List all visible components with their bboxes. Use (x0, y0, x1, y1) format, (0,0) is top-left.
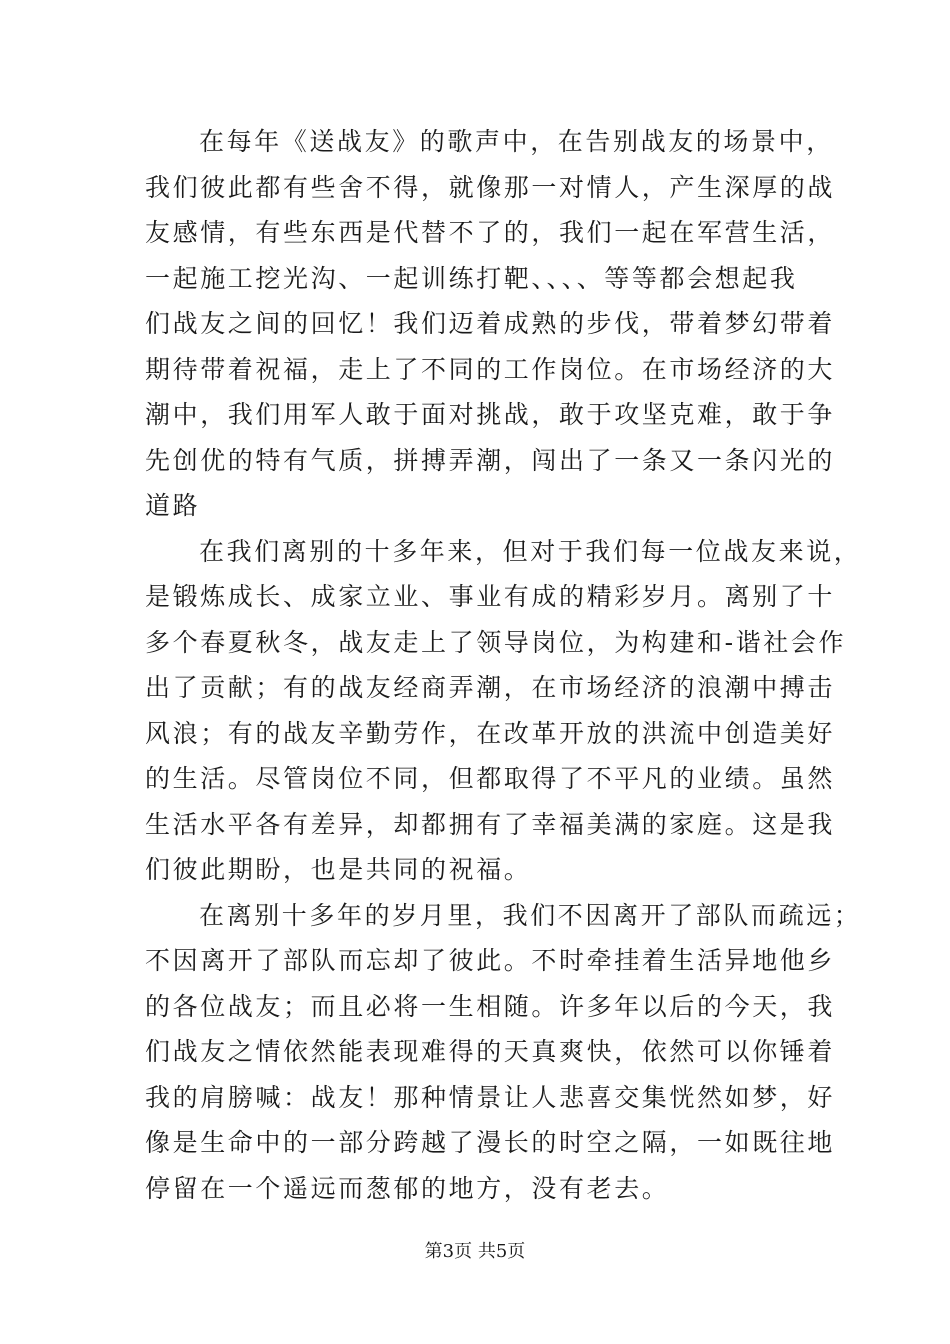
text-line: 的各位战友；而且必将一生相随。许多年以后的今天，我 (145, 991, 836, 1021)
text-line: 像是生命中的一部分跨越了漫长的时空之隔，一如既往地 (145, 1128, 836, 1157)
text-line: 先创优的特有气质，拼搏弄潮，闯出了一条又一条闪光的 (145, 445, 836, 475)
text-line: 我的肩膀喊：战友！那种情景让人悲喜交集恍然如梦，好 (145, 1082, 836, 1112)
text-line: 潮中，我们用军人敢于面对挑战，敢于攻坚克难，敢于争 (145, 400, 836, 429)
text-line: 道路 (145, 491, 201, 520)
text-line: 在我们离别的十多年来，但对于我们每一位战友来说， (199, 536, 862, 566)
text-line: 停留在一个遥远而葱郁的地方，没有老去。 (145, 1173, 670, 1203)
text-line: 不因离开了部队而忘却了彼此。不时牵挂着生活异地他乡 (145, 946, 836, 975)
text-line: 风浪；有的战友辛勤劳作，在改革开放的洪流中创造美好 (145, 718, 836, 748)
text-line: 在离别十多年的岁月里，我们不因离开了部队而疏远； (199, 900, 862, 930)
text-line: 们战友之间的回忆！我们迈着成熟的步伐，带着梦幻带着 (145, 309, 836, 338)
text-line: 多个春夏秋冬，战友走上了领导岗位，为构建和-谐社会作 (145, 627, 847, 657)
paragraph-1 (145, 119, 836, 529)
text-line: 友感情，有些东西是代替不了的，我们一起在军营生活， (145, 218, 836, 247)
document-body (145, 119, 862, 1211)
text-line: 们彼此期盼，也是共同的祝福。 (145, 855, 532, 884)
paragraph-2 (145, 529, 862, 893)
page-footer: 第3页 共5页 (424, 1241, 526, 1262)
text-line: 们战友之情依然能表现难得的天真爽快，依然可以你锤着 (145, 1037, 836, 1066)
text-line: 在每年《送战友》的歌声中，在告别战友的场景中， (199, 127, 834, 156)
text-line: 是锻炼成长、成家立业、事业有成的精彩岁月。离别了十 (145, 582, 836, 611)
text-line: 出了贡献；有的战友经商弄潮，在市场经济的浪潮中搏击 (145, 673, 836, 702)
text-line: 的生活。尽管岗位不同，但都取得了不平凡的业绩。虽然 (145, 764, 836, 793)
text-line: 我们彼此都有些舍不得，就像那一对情人，产生深厚的战 (145, 172, 836, 202)
paragraph-3 (145, 893, 862, 1212)
text-line: 期待带着祝福，走上了不同的工作岗位。在市场经济的大 (145, 354, 836, 384)
text-line: 一起施工挖光沟、一起训练打靶、、、、等等都会想起我 (145, 263, 798, 293)
text-line: 生活水平各有差异，却都拥有了幸福美满的家庭。这是我 (145, 809, 836, 839)
